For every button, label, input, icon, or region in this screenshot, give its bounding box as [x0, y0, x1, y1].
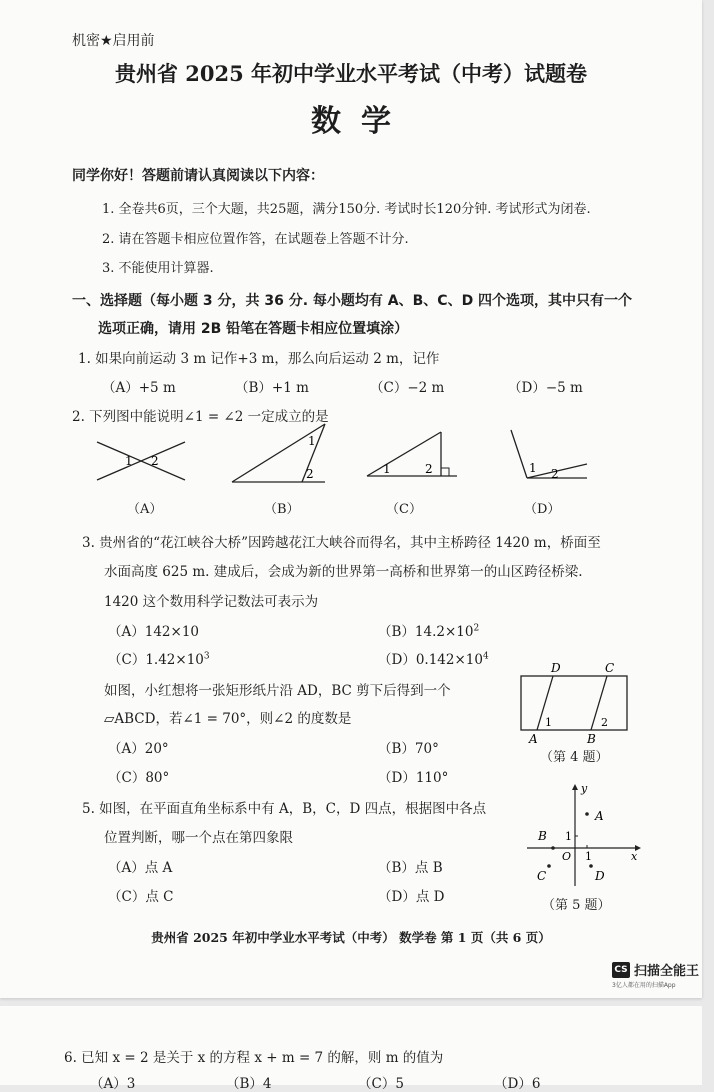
q4-figure: [515, 660, 635, 745]
q3-b-base: （B）14.2×10: [378, 624, 474, 640]
page-footer: 贵州省 2025 年初中学业水平考试（中考） 数学卷 第 1 页（共 6 页）: [151, 930, 551, 945]
question-6-option-c: （C）5: [358, 1076, 404, 1092]
q5-tick-y-1: 1: [565, 830, 572, 843]
q4-point-a: A: [529, 732, 538, 746]
q5-tick-x-1: 1: [585, 850, 592, 863]
question-6-stem: 6. 已知 x = 2 是关于 x 的方程 x + m = 7 的解，则 m 的值为: [64, 1050, 444, 1066]
question-1-option-a: （A）+5 m: [102, 380, 176, 396]
q3-d-exp: 4: [482, 651, 489, 662]
question-5-option-a: （A）点 A: [108, 860, 173, 876]
q4-angle-2: 2: [601, 716, 608, 729]
instructions-greeting: 同学你好！答题前请认真阅读以下内容：: [72, 168, 324, 184]
q2-figure-b: [230, 420, 330, 485]
question-3-line-2: 水面高度 625 m. 建成后，会成为新的世界第一高桥和世界第一的山区跨径桥梁.: [104, 564, 583, 580]
q2-label-b: （B）: [264, 502, 300, 517]
question-4-line-1: 如图，小红想将一张矩形纸片沿 AD，BC 剪下后得到一个: [104, 683, 451, 699]
q2-c-angle-2: 2: [425, 462, 433, 476]
q2-b-angle-2: 2: [306, 467, 314, 481]
q4-caption: （第 4 题）: [540, 750, 609, 765]
q4-angle-1: 1: [545, 716, 552, 729]
instruction-item: 3. 不能使用计算器.: [102, 261, 214, 276]
exam-title: 贵州省 2025 年初中学业水平考试（中考）试题卷: [114, 61, 588, 86]
question-4-option-b: （B）70°: [378, 741, 439, 757]
q5-coordinate-figure: [525, 782, 645, 892]
question-3-line-1: 3. 贵州省的“花江峡谷大桥”因跨越花江大峡谷而得名，其中主桥跨径 1420 m，桥面至: [82, 535, 601, 551]
question-1-option-b: （B）+1 m: [235, 380, 309, 396]
q5-axis-y: y: [581, 782, 588, 795]
q5-point-c: C: [537, 869, 547, 883]
q2-label-a: （A）: [127, 502, 163, 517]
question-5-option-c: （C）点 C: [108, 889, 174, 905]
q4-point-d: D: [551, 661, 561, 675]
question-5-line-1: 5. 如图，在平面直角坐标系中有 A，B，C，D 四点，根据图中各点: [82, 801, 487, 817]
question-1-stem: 1. 如果向前运动 3 m 记作+3 m，那么向后运动 2 m，记作: [78, 351, 440, 367]
exam-page-2-partial: [0, 1006, 702, 1092]
q2-label-c: （C）: [386, 502, 422, 517]
q5-origin: O: [562, 850, 572, 863]
q3-c-base: （C）1.42×10: [108, 652, 204, 668]
q2-c-angle-1: 1: [383, 462, 391, 476]
scanner-watermark: [612, 960, 699, 979]
q5-axis-x: x: [631, 850, 638, 863]
q3-b-exp: 2: [473, 623, 480, 634]
q4-point-b: B: [587, 732, 596, 746]
question-5-option-d: （D）点 D: [378, 889, 445, 905]
instruction-item: 2. 请在答题卡相应位置作答，在试题卷上答题不计分.: [102, 232, 409, 247]
section-heading: 一、选择题（每小题 3 分，共 36 分. 每小题均有 A、B、C、D 四个选项，其中只有一个: [72, 293, 633, 309]
q2-a-angle-1: 1: [125, 454, 133, 468]
q2-d-angle-1: 1: [529, 461, 537, 475]
scanner-tagline: 3亿人都在用的扫描App: [612, 982, 676, 989]
q4-point-c: C: [605, 661, 615, 675]
question-4-option-c: （C）80°: [108, 770, 170, 786]
question-3-option-c: [108, 648, 210, 668]
question-6-option-b: （B）4: [226, 1076, 272, 1092]
question-3-line-3: 1420 这个数用科学记数法可表示为: [104, 594, 319, 610]
q5-point-a: A: [595, 809, 604, 823]
question-1-option-c: （C）−2 m: [370, 380, 445, 396]
q2-b-angle-1: 1: [308, 434, 316, 448]
question-3-option-b: [378, 620, 479, 640]
q2-d-angle-2: 2: [551, 467, 559, 481]
question-4-option-d: （D）110°: [378, 770, 449, 786]
question-3-option-d: [378, 648, 489, 668]
scanner-logo-icon: CS: [612, 962, 630, 978]
confidential-mark: 机密★启用前: [72, 33, 155, 49]
q2-figure-c: [365, 428, 465, 483]
section-heading-cont: 选项正确，请用 2B 铅笔在答题卡相应位置填涂）: [98, 321, 409, 337]
q2-figure-a: [95, 432, 195, 487]
question-4-option-a: （A）20°: [108, 741, 169, 757]
q3-d-base: （D）0.142×10: [378, 652, 483, 668]
q3-c-exp: 3: [203, 651, 210, 662]
question-1-option-d: （D）−5 m: [508, 380, 583, 396]
question-5-option-b: （B）点 B: [378, 860, 443, 876]
q2-figure-d: [505, 428, 595, 483]
scanner-app-name: 扫描全能王: [634, 964, 700, 979]
q2-label-d: （D）: [524, 502, 561, 517]
q2-a-angle-2: 2: [151, 454, 159, 468]
q5-point-d: D: [595, 869, 605, 883]
q5-point-b: B: [538, 829, 547, 843]
subject-title: 数学: [311, 104, 411, 139]
question-5-line-2: 位置判断，哪一个点在第四象限: [104, 830, 293, 846]
question-3-option-a: （A）142×10: [108, 624, 200, 640]
question-2-stem: 2. 下列图中能说明∠1 = ∠2 一定成立的是: [72, 409, 329, 425]
q5-caption: （第 5 题）: [542, 898, 611, 913]
question-6-option-a: （A）3: [90, 1076, 136, 1092]
question-6-option-d: （D）6: [494, 1076, 541, 1092]
instruction-item: 1. 全卷共6页，三个大题，共25题，满分150分. 考试时长120分钟. 考试形式为闭卷.: [102, 202, 591, 217]
question-4-line-2: ▱ABCD，若∠1 = 70°，则∠2 的度数是: [104, 711, 352, 727]
